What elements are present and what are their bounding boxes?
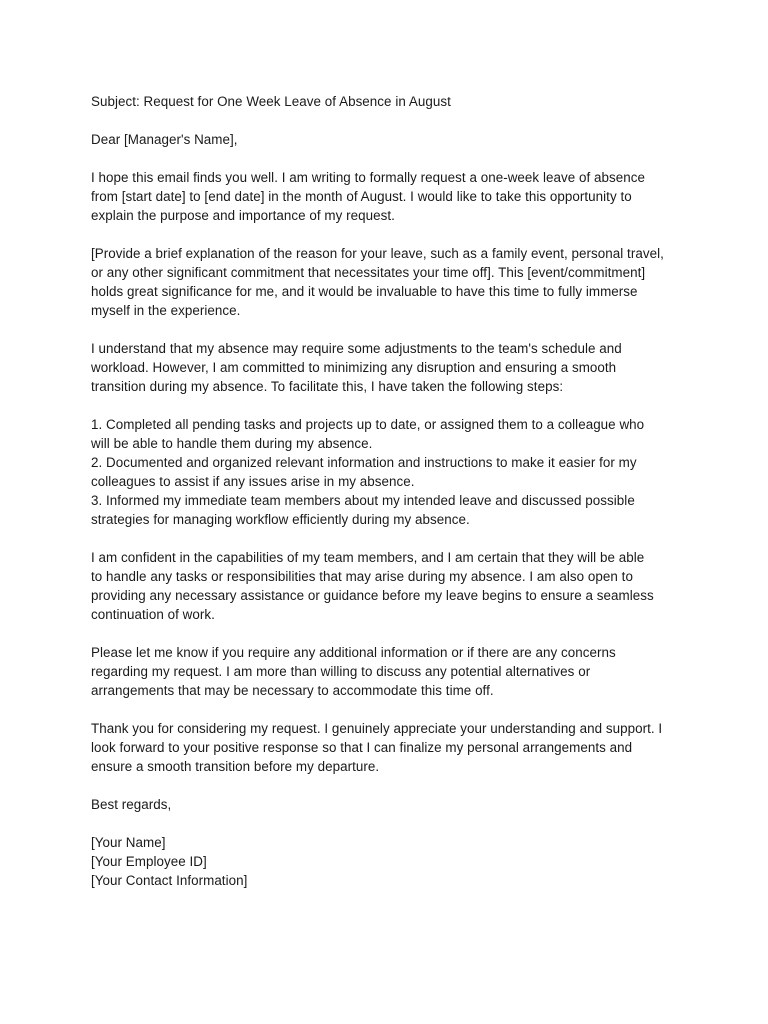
signature-name: [Your Name] — [91, 835, 166, 850]
salutation-text: Dear [Manager's Name], — [91, 132, 238, 147]
list-item: strategies for managing workflow efficiently during my absence. — [91, 512, 470, 527]
paragraph-line: to handle any tasks or responsibilities that may arise during my absence. I am also open to — [91, 569, 633, 584]
paragraph-reason — [91, 244, 691, 320]
list-item: 2. Documented and organized relevant information and instructions to make it easier for my — [91, 455, 637, 470]
paragraph-line: continuation of work. — [91, 607, 215, 622]
signature-employee-id: [Your Employee ID] — [91, 854, 207, 869]
paragraph-line: or any other significant commitment that necessitates your time off]. This [event/commitment] — [91, 265, 646, 280]
letter-body — [91, 92, 691, 890]
paragraph-line: workload. However, I am committed to minimizing any disruption and ensuring a smooth — [91, 360, 617, 375]
paragraph-confidence — [91, 548, 691, 624]
salutation — [91, 130, 691, 149]
paragraph-thanks — [91, 719, 691, 776]
paragraph-line: Thank you for considering my request. I genuinely appreciate your understanding and support. I — [91, 721, 663, 736]
paragraph-intro — [91, 168, 691, 225]
closing — [91, 795, 691, 814]
signature-block — [91, 833, 691, 890]
paragraph-line: look forward to your positive response so that I can finalize my personal arrangements and — [91, 740, 633, 755]
paragraph-requests — [91, 643, 691, 700]
list-item: colleagues to assist if any issues arise in my absence. — [91, 474, 415, 489]
paragraph-line: arrangements that may be necessary to accommodate this time off. — [91, 683, 494, 698]
paragraph-line: I understand that my absence may require some adjustments to the team's schedule and — [91, 341, 622, 356]
signature-contact: [Your Contact Information] — [91, 873, 248, 888]
list-item: 3. Informed my immediate team members about my intended leave and discussed possible — [91, 493, 635, 508]
paragraph-line: transition during my absence. To facilitate this, I have taken the following steps: — [91, 379, 564, 394]
list-item: 1. Completed all pending tasks and projects up to date, or assigned them to a colleague who — [91, 417, 645, 432]
paragraph-line: explain the purpose and importance of my request. — [91, 208, 395, 223]
paragraph-line: holds great significance for me, and it would be invaluable to have this time to fully immerse — [91, 284, 638, 299]
subject-line — [91, 92, 691, 111]
list-item: will be able to handle them during my absence. — [91, 436, 373, 451]
closing-text: Best regards, — [91, 797, 172, 812]
paragraph-line: myself in the experience. — [91, 303, 241, 318]
subject-text: Subject: Request for One Week Leave of Absence in August — [91, 94, 451, 109]
paragraph-line: I am confident in the capabilities of my team members, and I am certain that they will be able — [91, 550, 645, 565]
paragraph-line: from [start date] to [end date] in the month of August. I would like to take this opportunity to — [91, 189, 632, 204]
paragraph-line: regarding my request. I am more than willing to discuss any potential alternatives or — [91, 664, 591, 679]
paragraph-line: providing any necessary assistance or guidance before my leave begins to ensure a seamless — [91, 588, 654, 603]
paragraph-adjustments — [91, 339, 691, 396]
paragraph-line: I hope this email finds you well. I am writing to formally request a one-week leave of absence — [91, 170, 645, 185]
steps-list — [91, 415, 691, 529]
paragraph-line: [Provide a brief explanation of the reason for your leave, such as a family event, personal travel, — [91, 246, 664, 261]
paragraph-line: Please let me know if you require any additional information or if there are any concerns — [91, 645, 616, 660]
paragraph-line: ensure a smooth transition before my departure. — [91, 759, 380, 774]
